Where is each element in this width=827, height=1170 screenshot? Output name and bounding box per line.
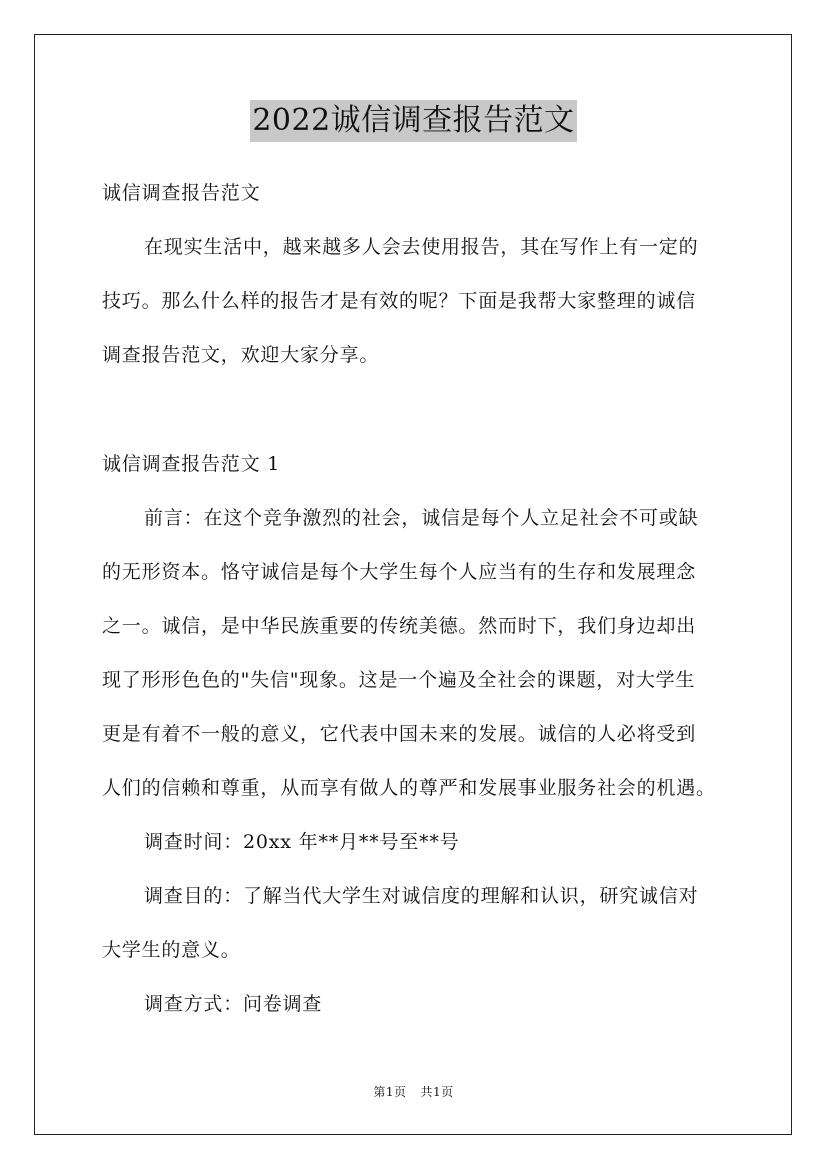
- survey-method: 调查方式：问卷调查: [144, 993, 323, 1015]
- document-subtitle: 诚信调查报告范文: [102, 182, 261, 204]
- survey-purpose-line: 大学生的意义。: [102, 939, 241, 961]
- section-heading: 诚信调查报告范文 1: [102, 453, 281, 475]
- intro-line: 调查报告范文，欢迎大家分享。: [102, 344, 380, 366]
- section-line: 的无形资本。恪守诚信是每个大学生每个人应当有的生存和发展理念: [102, 561, 697, 583]
- title-container: [0, 100, 827, 142]
- intro-line: 在现实生活中，越来越多人会去使用报告，其在写作上有一定的: [144, 236, 699, 258]
- page-footer: [0, 1083, 827, 1100]
- page-number: 第1页: [373, 1085, 407, 1099]
- section-block: [102, 437, 732, 1031]
- section-line: 前言：在这个竞争激烈的社会，诚信是每个人立足社会不可或缺: [144, 507, 699, 529]
- section-line: 之一。诚信，是中华民族重要的传统美德。然而时下，我们身边却出: [102, 615, 697, 637]
- page-total: 共1页: [420, 1085, 454, 1099]
- section-line: 更是有着不一般的意义，它代表中国未来的发展。诚信的人必将受到: [102, 723, 697, 745]
- document-title: 2022诚信调查报告范文: [250, 100, 576, 142]
- survey-purpose-line: 调查目的：了解当代大学生对诚信度的理解和认识，研究诚信对: [144, 885, 699, 907]
- survey-time: 调查时间：20xx 年**月**号至**号: [144, 831, 460, 853]
- section-line: 人们的信赖和尊重，从而享有做人的尊严和发展事业服务社会的机遇。: [102, 777, 716, 799]
- intro-line: 技巧。那么什么样的报告才是有效的呢？下面是我帮大家整理的诚信: [102, 290, 697, 312]
- intro-block: [102, 166, 732, 382]
- section-line: 现了形形色色的"失信"现象。这是一个遍及全社会的课题，对大学生: [102, 669, 696, 691]
